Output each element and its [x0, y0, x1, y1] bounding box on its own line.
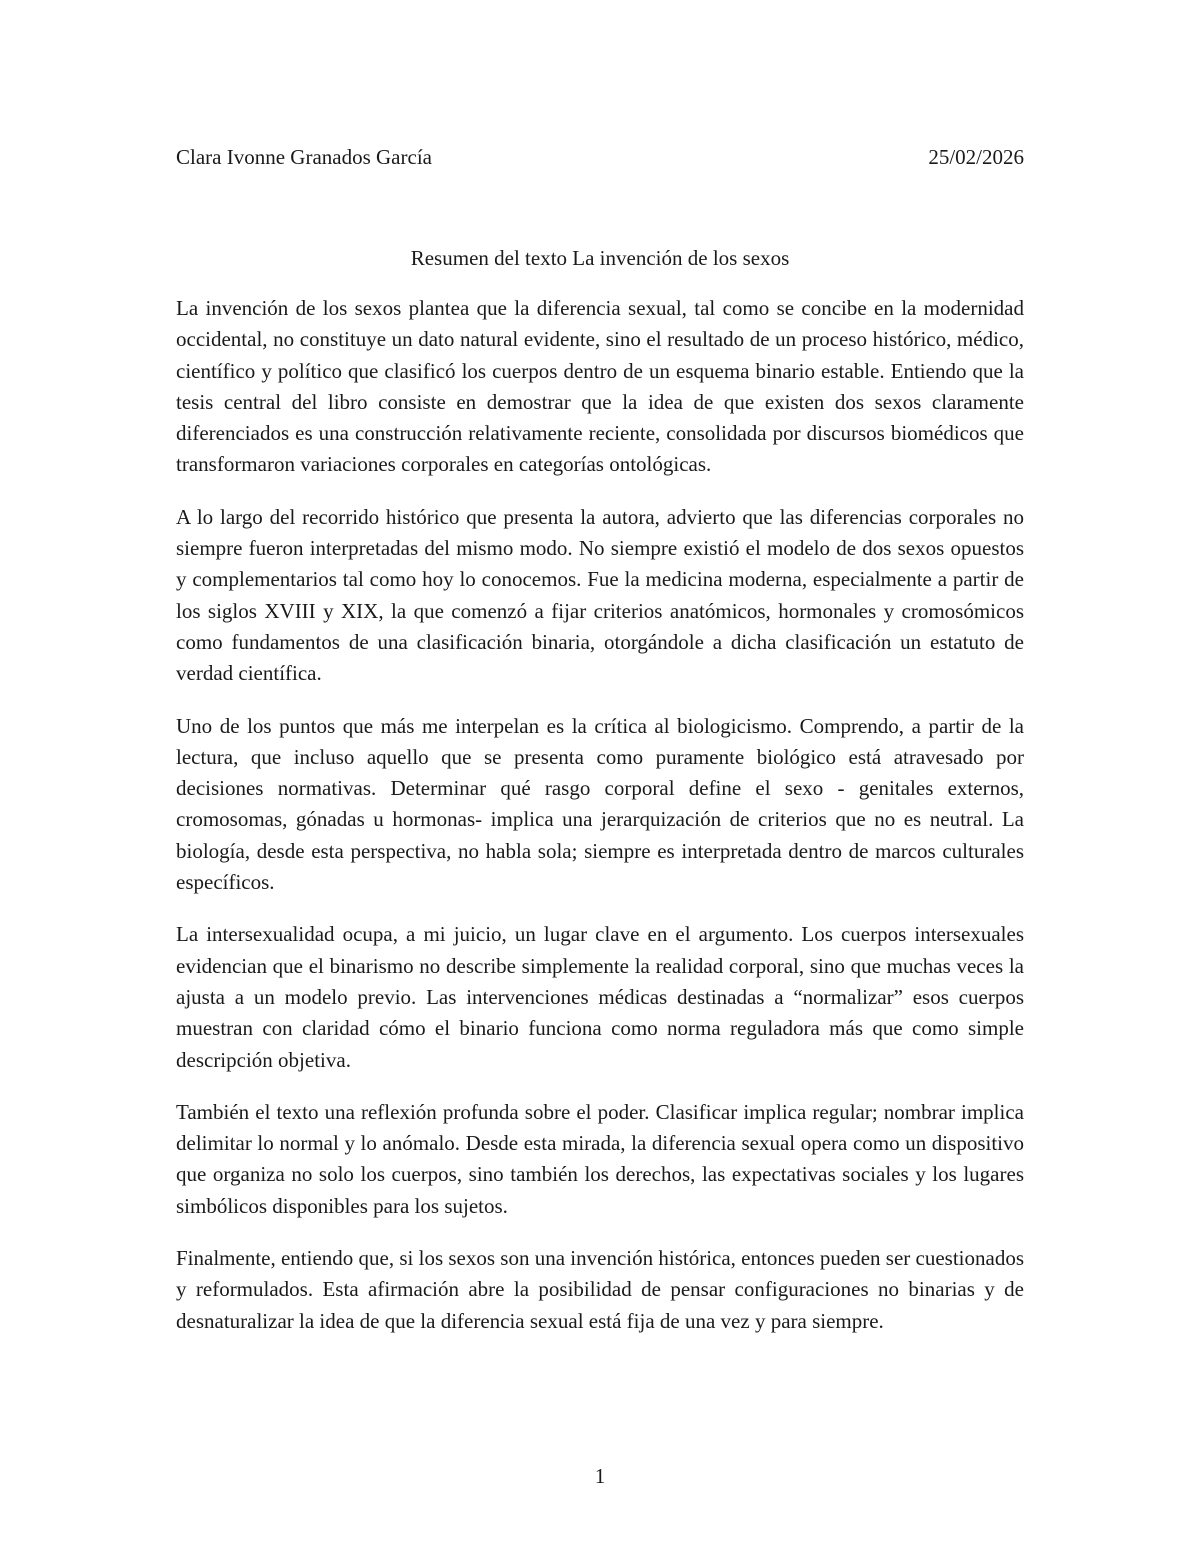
- author-name: Clara Ivonne Granados García: [176, 145, 432, 169]
- page-number: 1: [594, 1464, 606, 1488]
- paragraph-5: También el texto una reflexión profunda sobre el poder. Clasificar implica regular; nombrar implica delimitar lo normal y lo anómalo. Desde esta mirada, la diferencia sexual opera como un dispositivo que organiza no solo los cuerpos, sino también los derechos, las expectativas sociales y los lugares simbólicos disponibles para los sujetos.: [176, 1099, 1024, 1218]
- document-body: [176, 293, 1024, 1358]
- paragraph-6: Finalmente, entiendo que, si los sexos son una invención histórica, entonces pueden ser cuestionados y reformulados. Esta afirmación abre la posibilidad de pensar configuraciones no binarias y de desnaturalizar la idea de que la diferencia sexual está fija de una vez y para siempre.: [176, 1246, 1024, 1333]
- document-title: Resumen del texto La invención de los sexos: [410, 246, 790, 270]
- paragraph-4: La intersexualidad ocupa, a mi juicio, un lugar clave en el argumento. Los cuerpos intersexuales evidencian que el binarismo no describe simplemente la realidad corporal, sino que muchas veces la ajusta a un modelo previo. Las intervenciones médicas destinadas a “normalizar” esos cuerpos muestran con claridad cómo el binario funciona como norma reguladora más que como simple descripción objetiva.: [176, 922, 1024, 1072]
- paragraph-2: A lo largo del recorrido histórico que presenta la autora, advierto que las diferencias corporales no siempre fueron interpretadas del mismo modo. No siempre existió el modelo de dos sexos opuestos y complementarios tal como hoy lo conocemos. Fue la medicina moderna, especialmente a partir de los siglos XVIII y XIX, la que comenzó a fijar criterios anatómicos, hormonales y cromosómicos como fundamentos de una clasificación binaria, otorgándole a dicha clasificación un estatuto de verdad científica.: [176, 504, 1024, 686]
- paragraph-3: Uno de los puntos que más me interpelan es la crítica al biologicismo. Comprendo, a partir de la lectura, que incluso aquello que se presenta como puramente biológico está atravesado por decisiones normativas. Determinar qué rasgo corporal define el sexo - genitales externos, cromosomas, gónadas u hormonas- implica una jerarquización de criterios que no es neutral. La biología, desde esta perspectiva, no habla sola; siempre es interpretada dentro de marcos culturales específicos.: [176, 713, 1024, 895]
- document-date: 25/02/2026: [928, 145, 1024, 169]
- paragraph-1: La invención de los sexos plantea que la diferencia sexual, tal como se concibe en la modernidad occidental, no constituye un dato natural evidente, sino el resultado de un proceso histórico, médico, científico y político que clasificó los cuerpos dentro de un esquema binario estable. Entiendo que la tesis central del libro consiste en demostrar que la idea de que existen dos sexos claramente diferenciados es una construcción relativamente reciente, consolidada por discursos biomédicos que transformaron variaciones corporales en categorías ontológicas.: [176, 296, 1024, 477]
- document-page: [176, 0, 1024, 1553]
- document-header: [176, 143, 1024, 171]
